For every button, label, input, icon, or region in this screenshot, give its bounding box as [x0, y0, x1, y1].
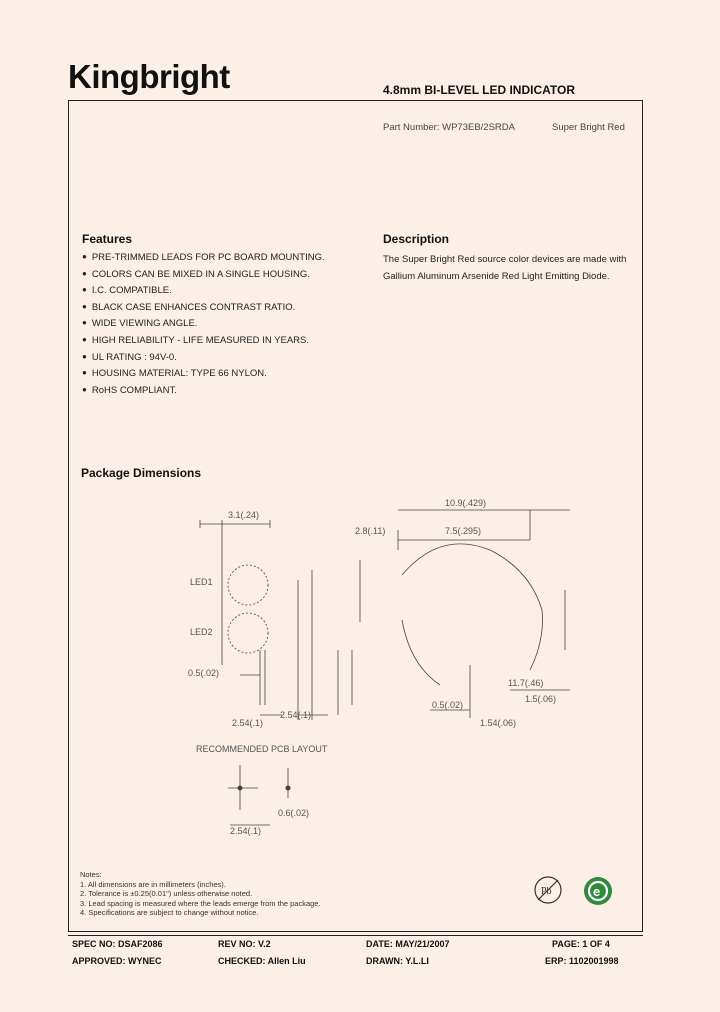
- package-dimensions-heading: Package Dimensions: [81, 466, 202, 480]
- pb-free-icon: [533, 875, 563, 905]
- document-title: 4.8mm BI-LEVEL LED INDICATOR: [383, 83, 576, 97]
- note-item: 1. All dimensions are in millimeters (inches).: [80, 879, 226, 889]
- dimension-label: 0.5(.02): [432, 700, 464, 710]
- company-logo: Kingbright: [68, 58, 230, 95]
- dimension-label: 10.9(.429): [445, 498, 487, 508]
- feature-item: ● HOUSING MATERIAL: TYPE 66 NYLON.: [82, 368, 325, 385]
- feature-item: ● RoHS COMPLIANT.: [82, 385, 325, 402]
- note-item: 2. Tolerance is ±0.25(0.01") unless otherwise noted.: [80, 889, 253, 899]
- feature-item: ● BLACK CASE ENHANCES CONTRAST RATIO.: [82, 302, 325, 319]
- emitting-color: Super Bright Red: [552, 122, 625, 133]
- approved-by: APPROVED: WYNEC: [72, 956, 162, 966]
- dimension-label: 0.5(.02): [188, 668, 220, 678]
- erp-number: ERP: 1102001998: [545, 956, 619, 966]
- dimension-label: 2.54(.1): [230, 826, 262, 836]
- eco-recycle-icon: [582, 875, 614, 907]
- feature-item: ● WIDE VIEWING ANGLE.: [82, 318, 325, 335]
- svg-text:e: e: [593, 884, 601, 899]
- pcb-layout-label: RECOMMENDED PCB LAYOUT: [196, 744, 328, 754]
- dimension-label: LED2: [190, 627, 213, 637]
- description-heading: Description: [383, 232, 450, 246]
- spec-number: SPEC NO: DSAF2086: [72, 939, 163, 949]
- feature-item: ● PRE-TRIMMED LEADS FOR PC BOARD MOUNTING.: [82, 252, 325, 269]
- dimension-label: 0.6(.02): [278, 808, 310, 818]
- pcb-hole-marker: [286, 786, 291, 791]
- feature-item: ● UL RATING : 94V-0.: [82, 352, 325, 369]
- description-text: The Super Bright Red source color devices are made with Gallium Aluminum Arsenide Red Light Emitting Diode.: [383, 254, 627, 282]
- dimension-label: LED1: [190, 577, 213, 587]
- dimension-label: 2.54(.1): [280, 710, 312, 720]
- dimension-label: 2.8(.11): [355, 526, 386, 536]
- dimension-label: 2.54(.1): [232, 718, 264, 728]
- revision-number: REV NO: V.2: [218, 939, 271, 949]
- feature-item: ● I.C. COMPATIBLE.: [82, 285, 325, 302]
- drawn-by: DRAWN: Y.L.LI: [366, 956, 429, 966]
- issue-date: DATE: MAY/21/2007: [366, 939, 450, 949]
- feature-item: ● COLORS CAN BE MIXED IN A SINGLE HOUSING.: [82, 269, 325, 286]
- notes: [80, 870, 321, 918]
- features-heading: Features: [82, 232, 133, 246]
- note-item: 4. Specifications are subject to change without notice.: [80, 908, 259, 918]
- features-list: [82, 252, 325, 401]
- svg-text:Pb: Pb: [541, 886, 552, 897]
- page-number: PAGE: 1 OF 4: [552, 939, 610, 949]
- checked-by: CHECKED: Allen Liu: [218, 956, 306, 966]
- dimension-label: 11.7(.46): [508, 678, 544, 688]
- package-dimensions-drawing: [170, 490, 590, 836]
- dimension-label: 1.5(.06): [525, 694, 557, 704]
- feature-item: ● HIGH RELIABILITY - LIFE MEASURED IN YEARS.: [82, 335, 325, 352]
- dimension-label: 1.54(.06): [480, 718, 517, 728]
- part-number: Part Number: WP73EB/2SRDA: [383, 122, 515, 133]
- note-item: 3. Lead spacing is measured where the leads emerge from the package.: [80, 898, 321, 908]
- notes-title: Notes:: [80, 870, 102, 879]
- dimension-label: 3.1(.24): [228, 510, 260, 520]
- pcb-hole-marker: [238, 786, 243, 791]
- dimension-label: 7.5(.295): [445, 526, 482, 536]
- footer-divider: [68, 935, 643, 936]
